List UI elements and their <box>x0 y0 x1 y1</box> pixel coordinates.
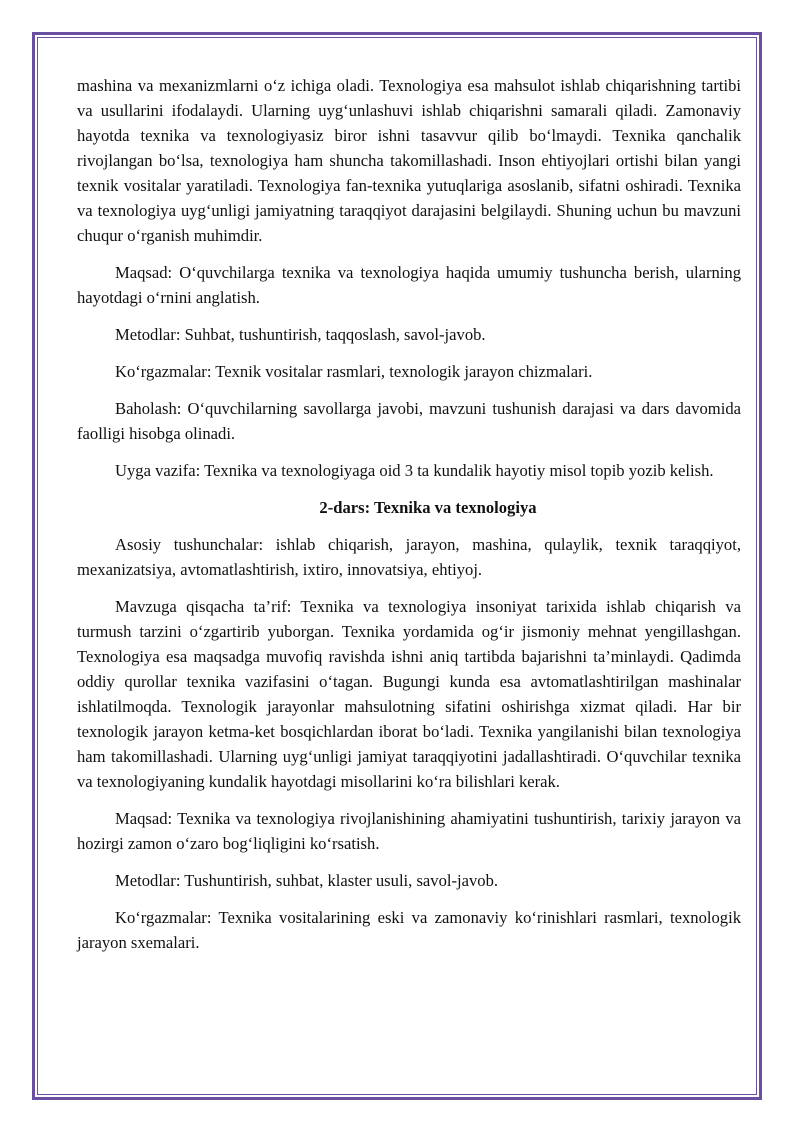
paragraph-homework: Uyga vazifa: Texnika va texnologiyaga oid 3 ta kundalik hayotiy misol topib yozib kelish. <box>115 461 714 480</box>
paragraph-key-concepts: Asosiy tushunchalar: ishlab chiqarish, jarayon, mashina, qulaylik, texnik taraqqiyot, mexanizatsiya, avtomatlashtirish, ixtiro, innovatsiya, ehtiyoj. <box>77 535 741 579</box>
document-body <box>77 73 741 967</box>
paragraph-visual-aids: Ko‘rgazmalar: Texnik vositalar rasmlari, texnologik jarayon chizmalari. <box>115 362 593 381</box>
paragraph-topic-definition: Mavzuga qisqacha ta’rif: Texnika va texnologiya insoniyat tarixida ishlab chiqarish va turmush tarzini o‘zgartirib yuborgan. Texnika yordamida og‘ir jismoniy mehnat yengillashgan. Texnologiya esa maqsadga muvofiq ravishda ishni aniq tartibda bajarishni ta’minlaydi. Qadimda oddiy qurollar texnika vazifasini o‘tagan. Bugungi kunda esa avtomatlashtirilgan mashinalar ishlatilmoqda. Texnologik jarayonlar mahsulotning sifatini oshirishga xizmat qiladi. Har bir texnologik jarayon ketma-ket bosqichlardan iborat bo‘ladi. Texnika yangilanishi bilan texnologiya ham takomillashadi. Ularning uyg‘unligi jamiyat taraqqiyotini jadallashtiradi. O‘quvchilar texnika va texnologiyaning kundalik hayotdagi misollarini ko‘ra bilishlari kerak. <box>77 597 741 791</box>
paragraph-assessment: Baholash: O‘quvchilarning savollarga javobi, mavzuni tushunish darajasi va dars davomida faolligi hisobga olinadi. <box>77 399 741 443</box>
lesson-heading: 2-dars: Texnika va texnologiya <box>319 498 537 517</box>
paragraph-goal: Maqsad: O‘quvchilarga texnika va texnologiya haqida umumiy tushuncha berish, ularning hayotdagi o‘rnini anglatish. <box>77 263 741 307</box>
paragraph-intro-continuation: mashina va mexanizmlarni o‘z ichiga oladi. Texnologiya esa mahsulot ishlab chiqarishning tartibi va usullarini ifodalaydi. Ularning uyg‘unlashuvi ishlab chiqarishni samarali qiladi. Zamonaviy hayotda texnika va texnologiyasiz biror ishni tasavvur qilib bo‘lmaydi. Texnika qanchalik rivojlangan bo‘lsa, texnologiya ham shuncha takomillashadi. Inson ehtiyojlari ortishi bilan yangi texnik vositalar yaratiladi. Texnologiya fan-texnika yutuqlariga asoslanib, sifatni oshiradi. Texnika va texnologiya uyg‘unligi jamiyatning taraqqiyot darajasini belgilaydi. Shuning uchun bu mavzuni chuqur o‘rganish muhimdir. <box>77 76 741 245</box>
paragraph-lesson-goal: Maqsad: Texnika va texnologiya rivojlanishining ahamiyatini tushuntirish, tarixiy jarayon va hozirgi zamon o‘zaro bog‘liqligini ko‘rsatish. <box>77 809 741 853</box>
paragraph-lesson-visual-aids: Ko‘rgazmalar: Texnika vositalarining eski va zamonaviy ko‘rinishlari rasmlari, texnologik jarayon sxemalari. <box>77 908 741 952</box>
paragraph-lesson-methods: Metodlar: Tushuntirish, suhbat, klaster usuli, savol-javob. <box>115 871 499 890</box>
paragraph-methods: Metodlar: Suhbat, tushuntirish, taqqoslash, savol-javob. <box>115 325 486 344</box>
